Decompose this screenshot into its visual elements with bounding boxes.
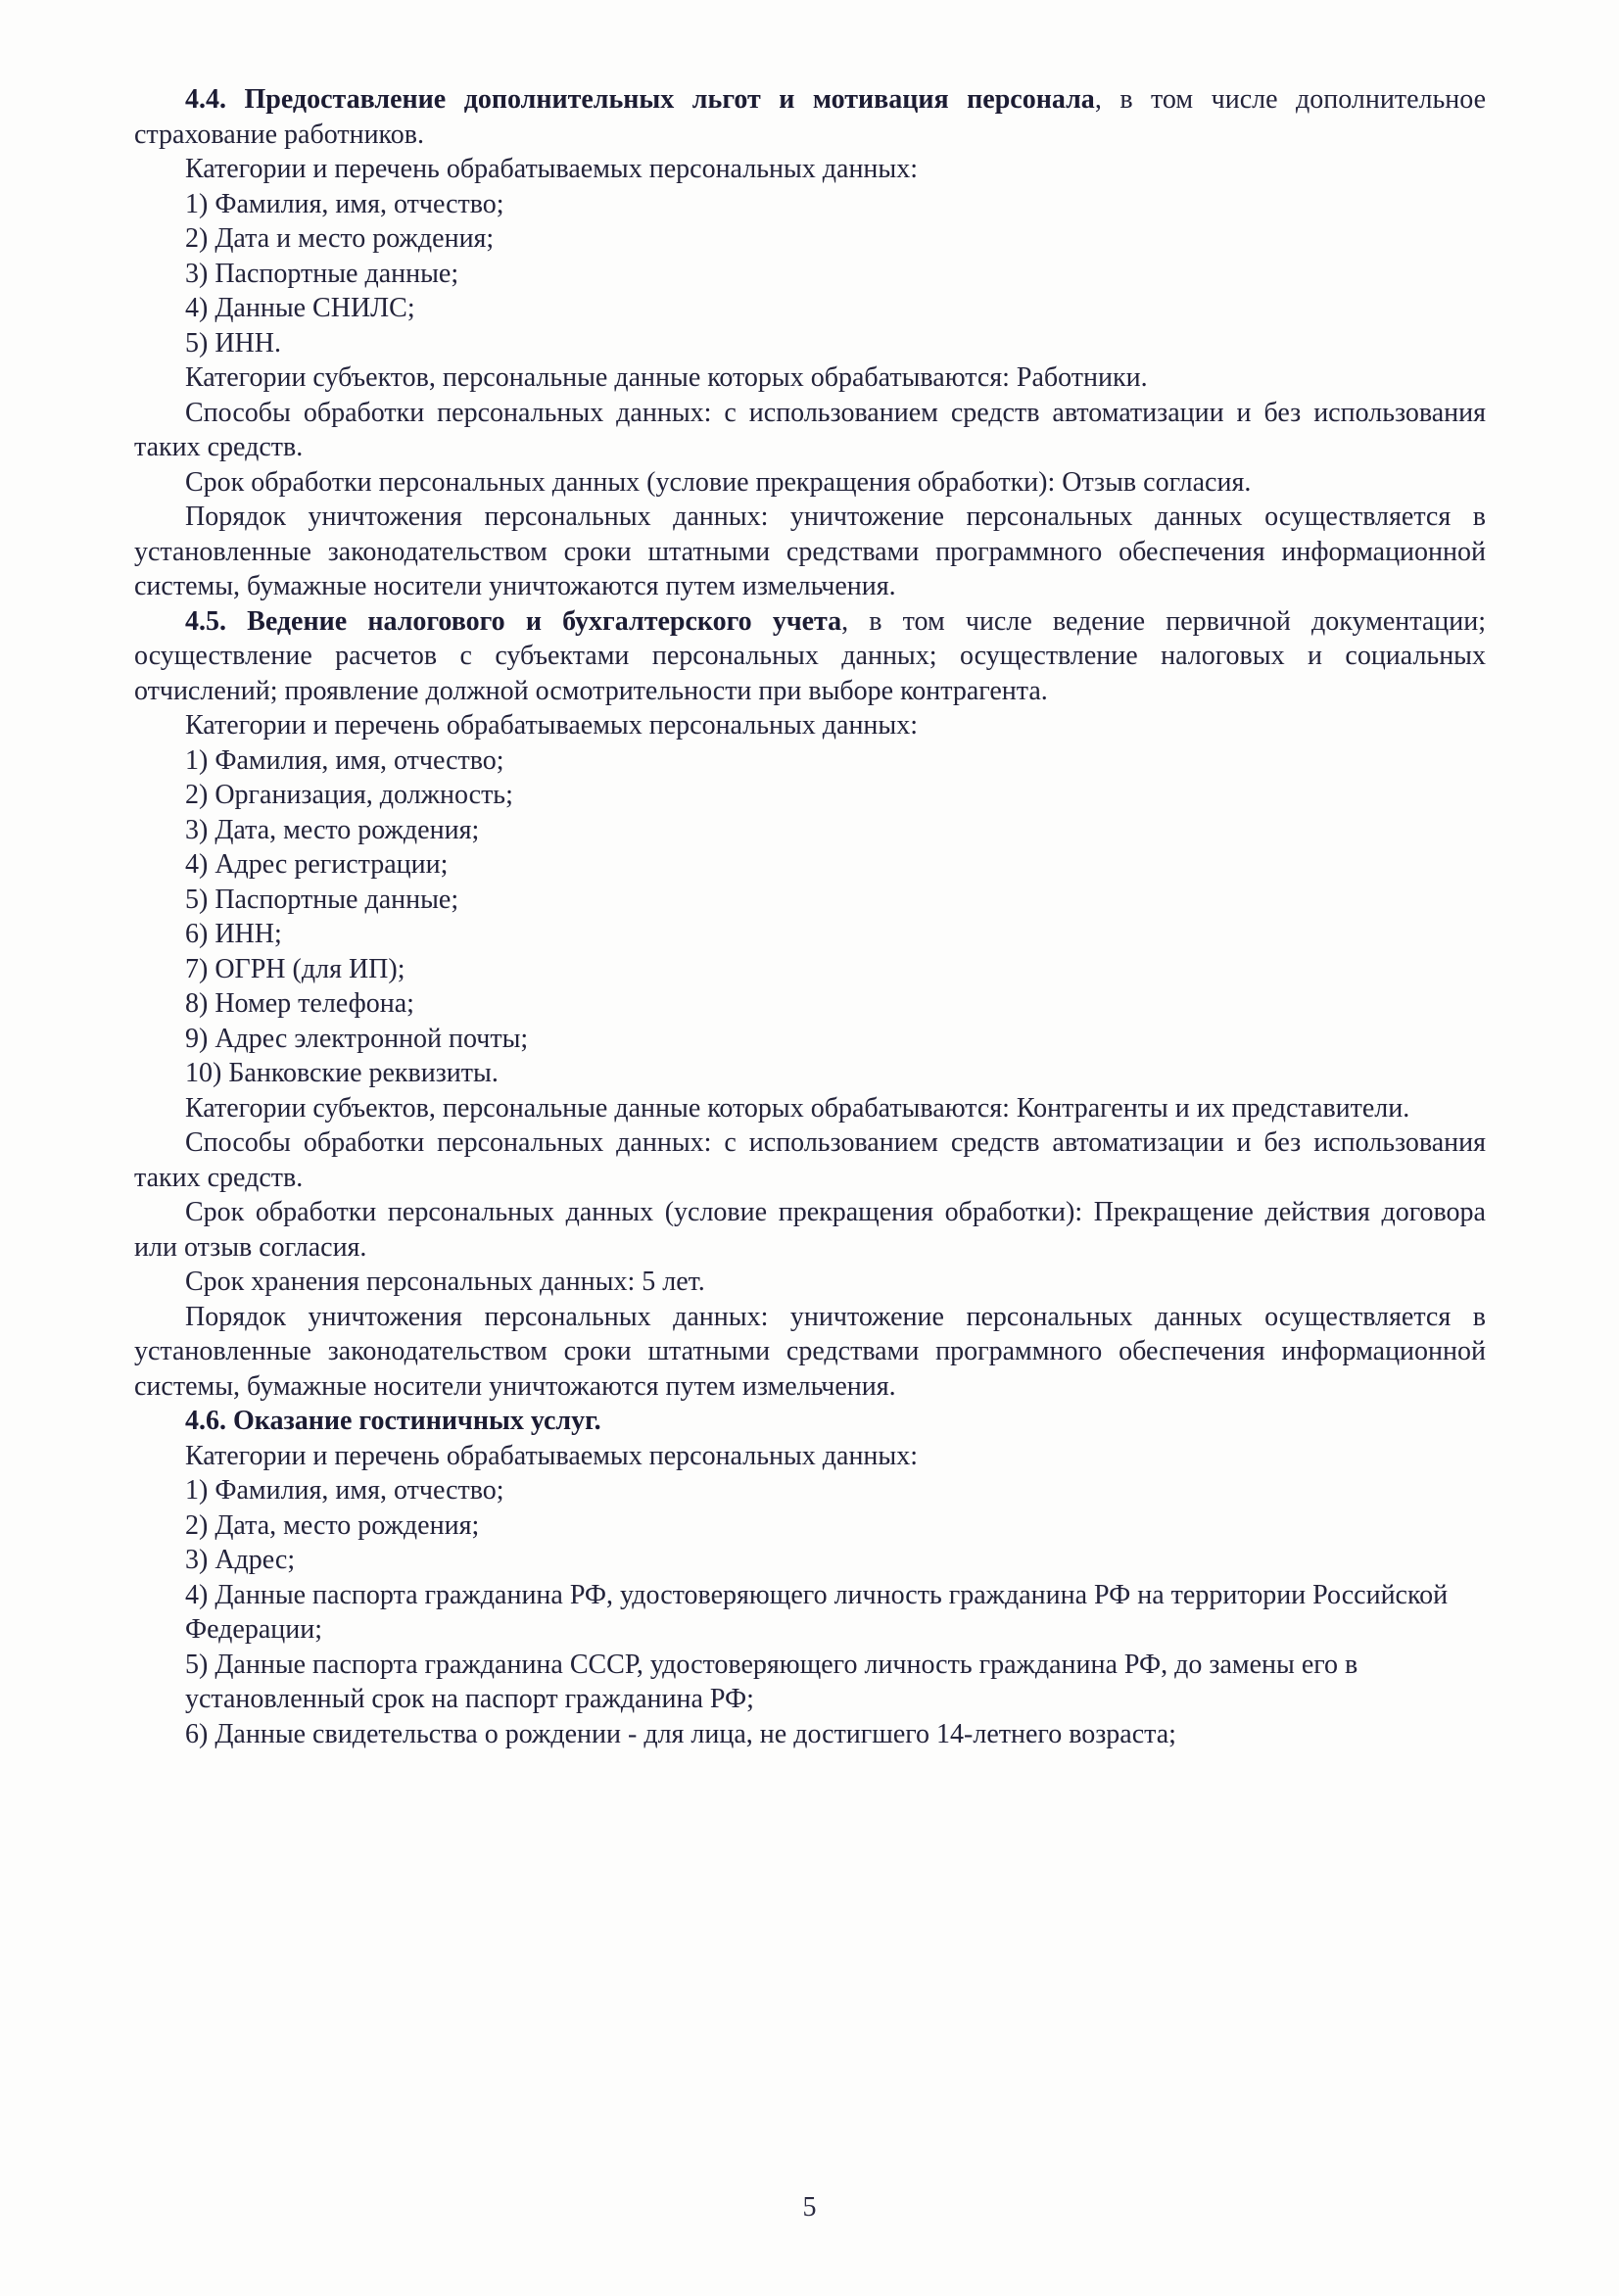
- list-item: 7) ОГРН (для ИП);: [185, 953, 405, 984]
- list-item: 5) Данные паспорта гражданина СССР, удостоверяющего личность гражданина РФ, до замены его в установленный срок на паспорт гражданина РФ;: [185, 1649, 1358, 1714]
- paragraph: Срок обработки персональных данных (условие прекращения обработки): Прекращение действия договора или отзыв согласия.: [134, 1197, 1486, 1263]
- paragraph: Способы обработки персональных данных: с использованием средств автоматизации и без использования таких средств.: [134, 1127, 1486, 1193]
- list-item: 3) Паспортные данные;: [185, 258, 459, 289]
- section-heading-paragraph: [134, 604, 1486, 709]
- list-item: 5) ИНН.: [185, 327, 281, 359]
- paragraph: Категории и перечень обрабатываемых персональных данных:: [185, 710, 919, 741]
- list-item: 6) ИНН;: [185, 919, 282, 949]
- list-item: 5) Паспортные данные;: [185, 884, 459, 915]
- section-title: 4.5. Ведение налогового и бухгалтерского учета: [185, 605, 842, 637]
- paragraph: Категории и перечень обрабатываемых персональных данных:: [185, 1440, 919, 1471]
- paragraph: Категории и перечень обрабатываемых персональных данных:: [185, 154, 919, 184]
- list-item: 1) Фамилия, имя, отчество;: [185, 1475, 504, 1506]
- list-item: 9) Адрес электронной почты;: [185, 1023, 529, 1054]
- list-item: 3) Дата, место рождения;: [185, 814, 480, 845]
- list-item: 4) Данные СНИЛС;: [185, 293, 415, 323]
- list-item: 6) Данные свидетельства о рождении - для лица, не достигшего 14-летнего возраста;: [185, 1718, 1176, 1749]
- document-body: [134, 82, 1486, 1751]
- page-footer: [0, 2190, 1619, 2225]
- section-title: 4.4. Предоставление дополнительных льгот и мотивация персонала: [185, 84, 1095, 115]
- list-item: 1) Фамилия, имя, отчество;: [185, 188, 504, 219]
- paragraph: Категории субъектов, персональные данные которых обрабатываются: Работники.: [185, 362, 1148, 393]
- paragraph: Категории субъектов, персональные данные которых обрабатываются: Контрагенты и их представители.: [185, 1092, 1410, 1124]
- paragraph-text: , в том числе дополнительное страхование работников.: [134, 84, 1486, 150]
- list-item: 4) Адрес регистрации;: [185, 849, 449, 880]
- paragraph: Срок хранения персональных данных: 5 лет.: [185, 1267, 705, 1297]
- list-item: 10) Банковские реквизиты.: [185, 1058, 499, 1088]
- section-heading-paragraph: [134, 82, 1486, 152]
- list-item: 4) Данные паспорта гражданина РФ, удостоверяющего личность гражданина РФ на территории Российской Федерации;: [185, 1579, 1449, 1645]
- paragraph: Срок обработки персональных данных (условие прекращения обработки): Отзыв согласия.: [185, 466, 1252, 498]
- list-item: 2) Дата и место рождения;: [185, 223, 495, 254]
- section-heading-paragraph: [134, 1404, 1486, 1439]
- list-item: 2) Организация, должность;: [185, 780, 513, 810]
- paragraph: Порядок уничтожения персональных данных: уничтожение персональных данных осуществляется в установленные законодательством сроки штатными средствами программного обеспечения информационной системы, бумажные носители уничтожаются путем измельчения.: [134, 502, 1486, 601]
- paragraph-text: , в том числе ведение первичной документации; осуществление расчетов с субъектами персональных данных; осуществление налоговых и социальных отчислений; проявление должной осмотрительности при выборе контрагента.: [134, 605, 1487, 706]
- paragraph: Порядок уничтожения персональных данных: уничтожение персональных данных осуществляется в установленные законодательством сроки штатными средствами программного обеспечения информационной системы, бумажные носители уничтожаются путем измельчения.: [134, 1301, 1486, 1402]
- list-item: 1) Фамилия, имя, отчество;: [185, 744, 504, 776]
- list-item: 2) Дата, место рождения;: [185, 1509, 480, 1541]
- list-item: 3) Адрес;: [185, 1545, 296, 1575]
- section-title: 4.6. Оказание гостиничных услуг.: [185, 1406, 601, 1436]
- paragraph: Способы обработки персональных данных: с использованием средств автоматизации и без использования таких средств.: [134, 397, 1486, 462]
- page-number: 5: [802, 2192, 817, 2223]
- list-item: 8) Номер телефона;: [185, 988, 414, 1019]
